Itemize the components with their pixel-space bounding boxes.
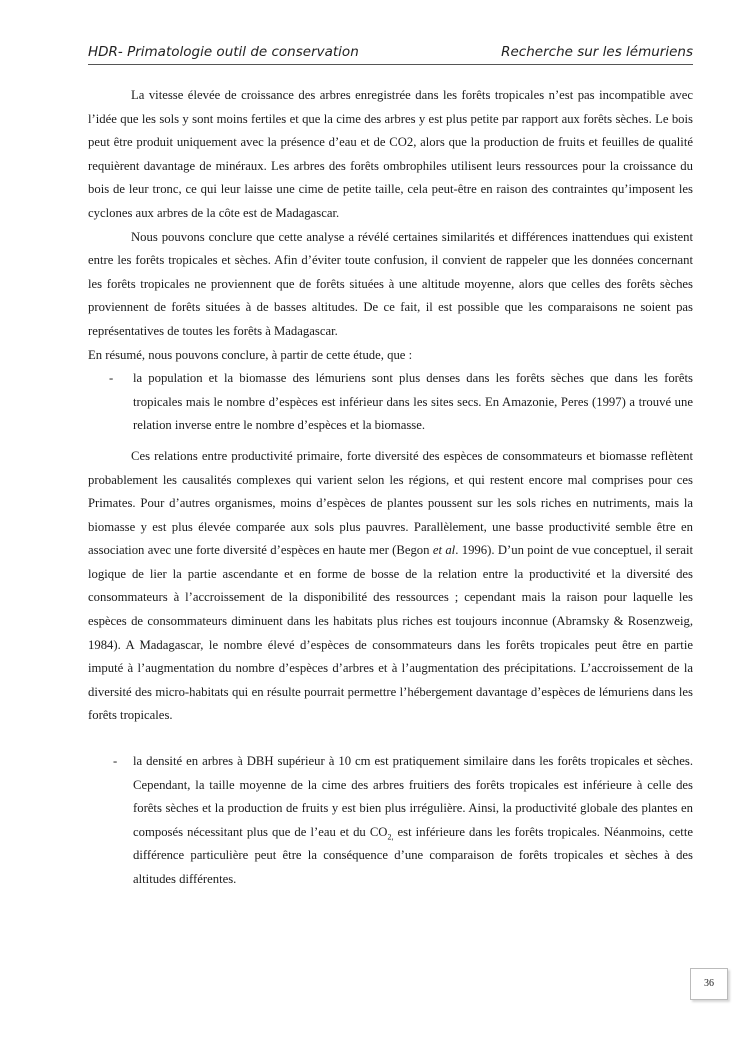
document-body (88, 84, 693, 892)
header-right-title: Recherche sur les lémuriens (501, 44, 693, 60)
paragraph-conclusion: Nous pouvons conclure que cette analyse a révélé certaines similarités et différences inattendues qui existent entre les forêts tropicales et sèches. Afin d’éviter toute confusion, il convient de rappeler que les données concernant les forêts tropicales ne proviennent que de forêts situées à une altitude moyenne, alors que celles des forêts sèches proviennent de forêts situées à de basses altitudes. De ce fait, il est possible que les comparaisons ne soient pas représentatives de toutes les forêts à Madagascar. (88, 229, 693, 338)
paragraph-growth: La vitesse élevée de croissance des arbres enregistrée dans les forêts tropicales n’est pas incompatible avec l’idée que les sols y sont moins fertiles et que la cime des arbres y est plus petite par rapport aux forêts sèches. Le bois peut être produit uniquement avec la présence d’eau et de CO2, alors que la production de fruits et feuilles de qualité requièrent davantage de minéraux. Les arbres des forêts ombrophiles utilisent leurs ressources pour la croissance du bois de leur tronc, ce qui leur laisse une cime de petite taille, cela peut-être en raison des contraintes qu’imposent les cyclones aux arbres de la côte est de Madagascar. (88, 88, 693, 220)
subscript-2: 2, (387, 832, 394, 842)
list-item (88, 367, 693, 438)
header-left-title: HDR- Primatologie outil de conservation (88, 44, 359, 60)
page-header (88, 44, 693, 65)
list-item-text: la population et la biomasse des lémuriens sont plus denses dans les forêts sèches que dans les forêts tropicales mais le nombre d’espèces est inférieur dans les sites secs. En Amazonie, Peres (1997) a trouvé une relation inverse entre le nombre d’espèces et la biomasse. (133, 371, 693, 433)
citation-et-al: et al (432, 543, 456, 558)
list-item: - la densité en arbres à DBH supérieur à 10 cm est pratiquement similaire dans les forêts tropicales et sèches. Cependant, la taille moyenne de la cime des arbres fruitiers des forêts tropicales est inférieure à celle des forêts sèches et la production de fruits y est bien plus irrégulière. Ainsi, la productivité globale des plantes en composés nécessitant plus que de l’eau et du $CO_{2,}$ est inférieure dans les forêts tropicales. Néanmoins, cette différence particulière peut être la conséquence d’une comparaison de forêts tropicales et sèches à des altitudes différentes. (88, 750, 693, 892)
paragraph-summary-intro: En résumé, nous pouvons conclure, à partir de cette étude, que : (88, 347, 413, 362)
page-number: 36 (690, 968, 728, 1000)
paragraph-relations: Ces relations entre productivité primaire, forte diversité des espèces de consommateurs et biomasse reflètent probablement les causalités complexes qui varient selon les régions, et qui restent encore mal comprises pour ces Primates. Pour d’autres organismes, moins d’espèces de plantes poussent sur les sols riches en nutriments, mais la biomasse y est plus élevée comparée aux sols plus pauvres. Parallèlement, une basse productivité semble être en association avec une forte diversité d’espèces en haute mer (Begon et al. 1996). D’un point de vue conceptuel, il serait logique de lier la partie ascendante et en forme de bosse de la relation entre la productivité et la diversité des consommateurs à l’accroissement de la disponibilité des ressources ; cependant mais la raison pour laquelle les espèces de consommateurs diminuent dans les habitats plus riches est toujours inconnue (Abramsky & Rosenzweig, 1984). A Madagascar, le nombre élevé d’espèces de consommateurs dans les forêts tropicales peut être en partie imputé à l’augmentation du nombre d’espèces d’arbres et à l’augmentation des précipitations. L’accroissement de la diversité des micro-habitats qui en résulte pourrait permettre l’hébergement davantage d’espèces de lémuriens dans les forêts tropicales. (88, 448, 693, 723)
bullet-marker: - (113, 754, 118, 769)
bullet-marker: - (109, 371, 114, 386)
